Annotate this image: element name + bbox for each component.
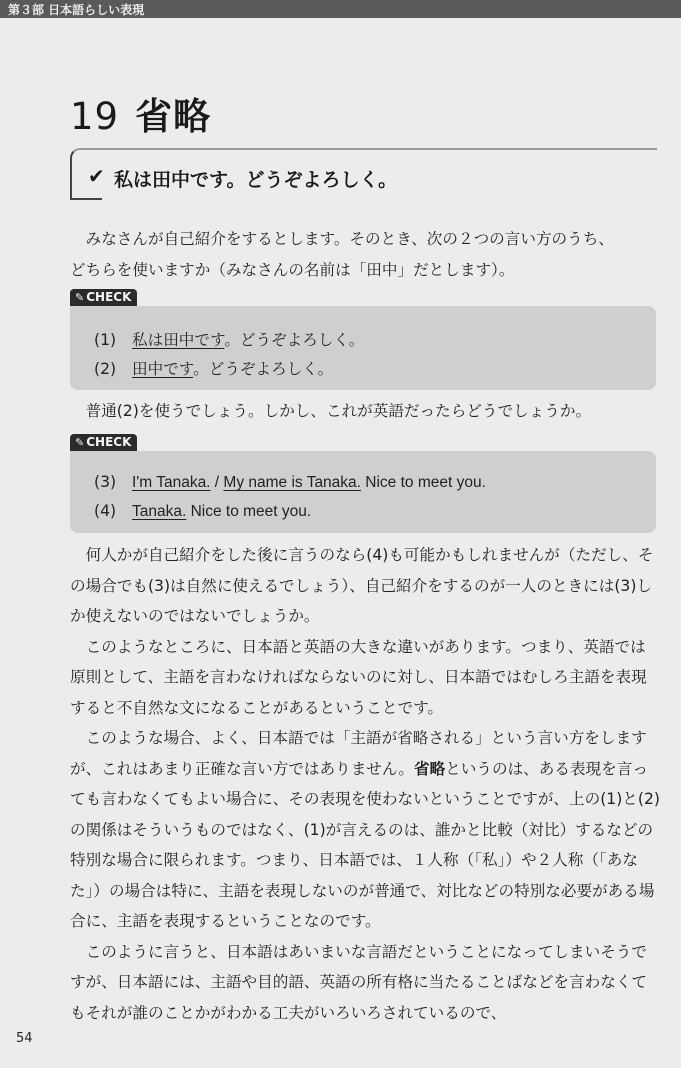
example-4: (4) Tanaka. Nice to meet you. [94, 502, 312, 520]
intro-line-1: みなさんが自己紹介をするとします。そのとき、次の２つの言い方のうち、 [85, 230, 614, 248]
check-label-1: ✎ CHECK [70, 289, 137, 306]
page-number: 54 [16, 1031, 33, 1046]
lightbulb-icon: ✎ [75, 436, 85, 449]
subtitle-box [70, 148, 657, 200]
subtitle-text: 私は田中です。どうぞよろしく。 [114, 169, 398, 191]
mid-paragraph: 普通(2)を使うでしょう。しかし、これが英語だったらどうでしょうか。 [85, 402, 592, 420]
body-paragraph-1: 何人かが自己紹介をした後に言うのなら(4)も可能かもしれませんが（ただし、その場合でも(3)は自然に使えるでしょう）、自己紹介をするのが一人のときには(3)しか使えないのではないでしょうか。 [70, 546, 654, 625]
body-paragraph-2: このようなところに、日本語と英語の大きな違いがあります。つまり、英語では原則として、主語を言わなければならないのに対し、日本語ではむしろ主語を表現すると不自然な文になることがあるということです。 [70, 637, 647, 717]
lightbulb-icon: ✎ [75, 291, 85, 304]
check-mark-icon: ✔ [88, 164, 105, 188]
chapter-title [70, 86, 211, 140]
body-paragraph-3: このような場合、よく、日本語では「主語が省略される」という言い方をしますが、これはあまり正確な言い方ではありません。省略というのは、ある表現を言っても言わなくてもよい場合に、その表現を使わないということですが、上の(1)と(2)の関係はそういうものではなく、(1)が言えるのは、誰かと比較（対比）するなどの特別な場合に限られます。つまり、日本語では、１人称（「私」）や２人称（「あなた」）の場合は特に、主語を表現しないのが普通で、対比などの特別な必要がある場合に、主語を表現するということなのです。 [70, 729, 660, 930]
header-bar [0, 0, 681, 18]
example-3: (3) I'm Tanaka. / My name is Tanaka. Nice to meet you. [94, 473, 486, 491]
chapter-number: 19 [70, 95, 120, 138]
check-label-2: ✎ CHECK [70, 434, 137, 451]
example-1: (1) 私は田中です。どうぞよろしく。 [94, 331, 365, 349]
check-box-2 [70, 451, 656, 533]
body-paragraph-4: このように言うと、日本語はあいまいな言語だということになってしまいそうですが、日本語には、主語や目的語、英語の所有格に当たることばなどを言わなくてもそれが誰のことかがわかる工夫がいろいろされているので、 [70, 942, 647, 1022]
body-text [70, 540, 660, 1028]
intro-line-2: どちらを使いますか（みなさんの名前は「田中」だとします）。 [70, 260, 515, 279]
intro-paragraph [70, 224, 660, 285]
chapter-heading: 省略 [135, 95, 212, 138]
example-2: (2) 田中です。どうぞよろしく。 [94, 360, 334, 378]
part-header: 第３部 日本語らしい表現 [8, 3, 145, 17]
check-box-1 [70, 306, 656, 390]
